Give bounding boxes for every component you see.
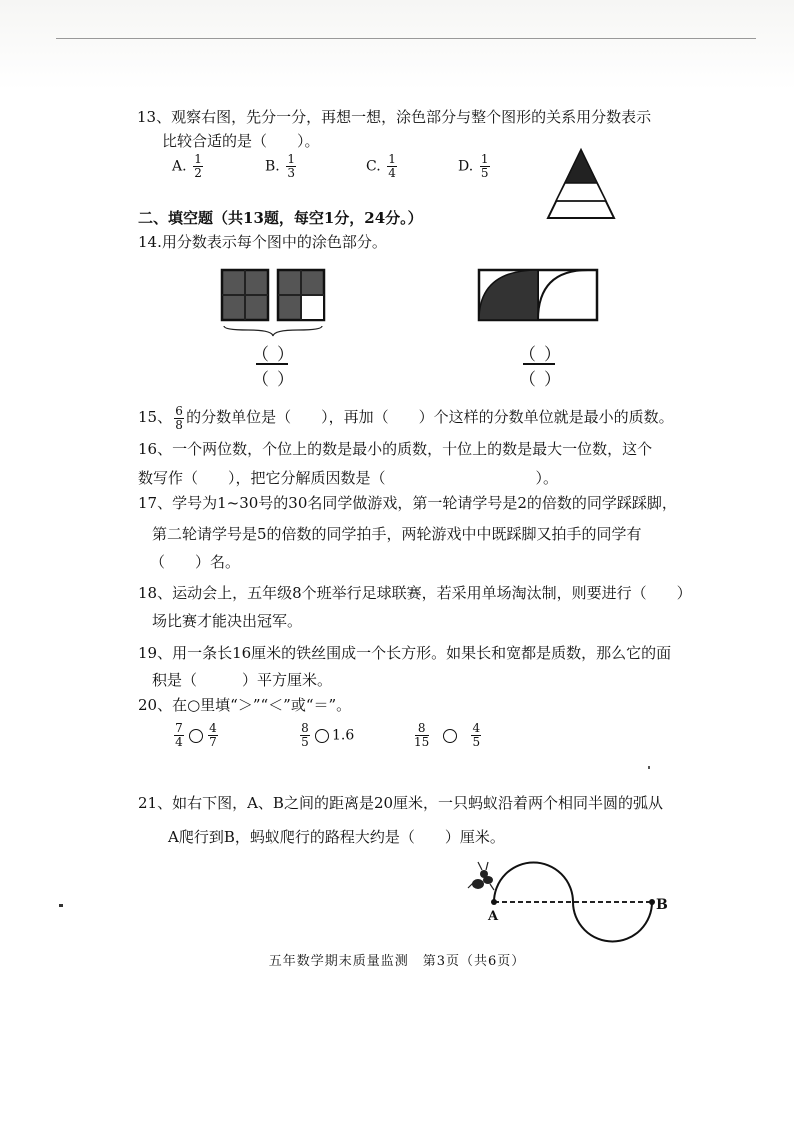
point-a-label: A [488, 909, 499, 924]
option-fraction: $\frac{1}{3}$ [287, 152, 296, 180]
q16-line2: 数写作（ ），把它分解质因数是（ ）。 [138, 469, 559, 487]
option-letter: B. [265, 158, 280, 175]
q17-line3: （ ）名。 [150, 553, 241, 571]
q20-compare-1[interactable]: $\frac{7}{4}$ $\frac{4}{7}$ [175, 721, 217, 749]
compare-circle[interactable] [189, 729, 203, 743]
q18-line2: 场比赛才能决出冠军。 [152, 612, 303, 630]
q14-figure-arcs [476, 266, 602, 326]
option-letter: A. [172, 158, 187, 175]
q13-triangle-figure [544, 146, 620, 222]
q14-figure-squares [218, 266, 330, 342]
q21-semicircle-figure [460, 858, 680, 948]
q21-line2: A爬行到B，蚂蚁爬行的路程大约是（ ）厘米。 [168, 828, 505, 846]
option-fraction: $\frac{1}{5}$ [480, 152, 489, 180]
q20-text: 20、在○里填“＞”“＜”或“＝”。 [138, 696, 352, 714]
q20-compare-3[interactable]: $\frac{8}{15}$ $\frac{4}{5}$ [414, 721, 481, 749]
section-2-heading: 二、填空题（共13题，每空1分，24分。） [138, 209, 423, 227]
q13-line1: 13、观察右图，先分一分，再想一想，涂色部分与整个图形的关系用分数表示 [137, 108, 652, 126]
q15-fraction: $\frac{6}{8}$ [175, 403, 183, 432]
option-fraction: $\frac{1}{2}$ [194, 152, 202, 180]
option-letter: D. [458, 158, 474, 175]
q15-text: 的分数单位是（ ），再加（ ）个这样的分数单位就是最小的质数。 [186, 408, 674, 426]
q19-line2: 积是（ ）平方厘米。 [152, 671, 333, 689]
q15: 15、 $\frac{6}{8}$ 的分数单位是（ ），再加（ ）个这样的分数单位就是最小的质数。 [138, 403, 674, 432]
q18-line1: 18、运动会上，五年级8个班举行足球联赛，若采用单场淘汰制，则要进行（ ） [138, 584, 692, 602]
page-footer: 五年数学期末质量监测 第3页（共6页） [268, 954, 526, 969]
option-fraction: $\frac{1}{4}$ [388, 152, 396, 180]
option-letter: C. [366, 158, 381, 175]
ant-icon [468, 862, 494, 890]
q13-line2: 比较合适的是（ ）。 [162, 132, 320, 150]
q14-answer-1[interactable]: （ ） （ ） [252, 345, 294, 390]
q14-answer-2[interactable]: （ ） （ ） [519, 345, 561, 390]
q13-option-d[interactable] [458, 153, 492, 180]
q13-option-a[interactable] [172, 153, 205, 180]
q17-line1: 17、学号为1~30号的30名同学做游戏，第一轮请学号是2的倍数的同学踩踩脚， [138, 494, 677, 512]
q21-line1: 21、如右下图，A、B之间的距离是20厘米，一只蚂蚁沿着两个相同半圆的弧从 [138, 794, 664, 812]
q13-option-b[interactable] [265, 153, 298, 180]
page-top-border [56, 38, 756, 39]
point-b-label: B [656, 897, 668, 913]
q13-option-c[interactable] [366, 153, 399, 180]
q19-line1: 19、用一条长16厘米的铁丝围成一个长方形。如果长和宽都是质数，那么它的面 [138, 644, 672, 662]
compare-circle[interactable] [315, 729, 329, 743]
q20-compare-2[interactable]: $\frac{8}{5}$ 1.6 [301, 721, 355, 749]
compare-circle[interactable] [443, 729, 457, 743]
scan-speck [59, 904, 63, 907]
q16-line1: 16、一个两位数，个位上的数是最小的质数，十位上的数是最大一位数，这个 [138, 440, 653, 458]
q17-line2: 第二轮请学号是5的倍数的同学拍手，两轮游戏中中既踩脚又拍手的同学有 [152, 525, 642, 543]
q14-text: 14.用分数表示每个图中的涂色部分。 [138, 233, 387, 251]
scan-speck [648, 766, 650, 769]
